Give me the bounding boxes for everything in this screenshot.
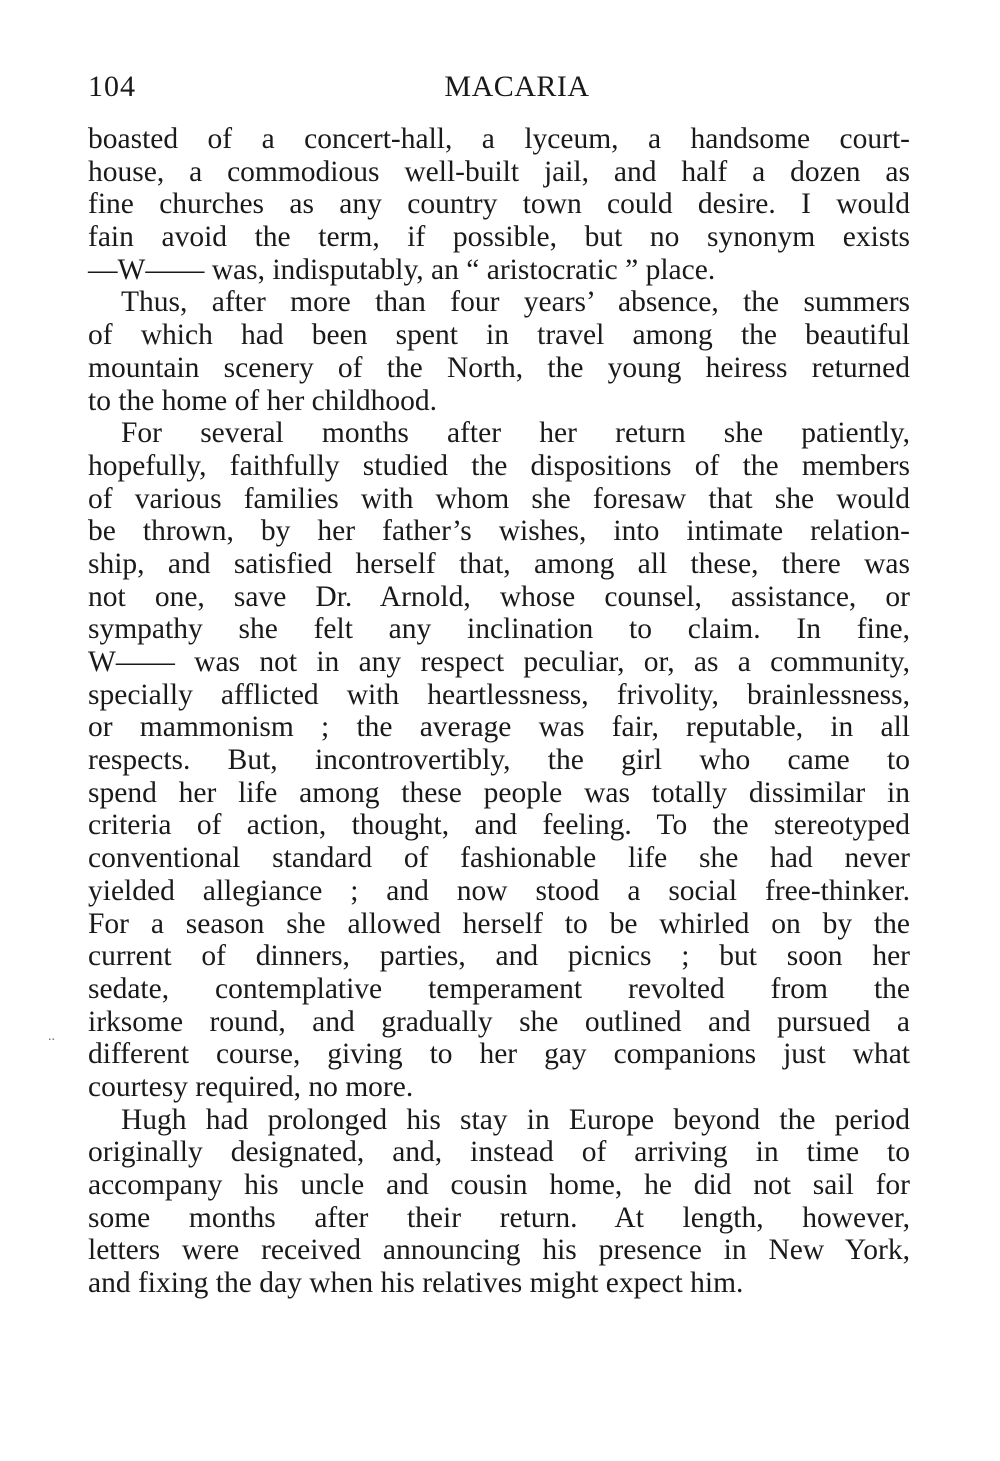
text-line: For several months after her return she patiently, — [121, 417, 910, 450]
text-line: current of dinners, parties, and picnics ; but soon her — [88, 940, 910, 973]
page-number: 104 — [88, 70, 136, 103]
text-line: be thrown, by her father’s wishes, into intimate relation- — [88, 515, 910, 548]
text-line: of which had been spent in travel among the beautiful — [88, 319, 910, 352]
text-line: different course, giving to her gay companions just what — [88, 1038, 910, 1071]
text-line: originally designated, and, instead of arriving in time to — [88, 1136, 910, 1169]
text-line: respects. But, incontrovertibly, the girl who came to — [88, 744, 910, 777]
paragraph — [88, 1104, 910, 1300]
text-line: fain avoid the term, if possible, but no synonym exists — [88, 221, 910, 254]
text-line: Hugh had prolonged his stay in Europe beyond the period — [121, 1103, 910, 1136]
text-line: criteria of action, thought, and feeling. To the stereotyped — [88, 809, 910, 842]
running-title: MACARIA — [444, 70, 590, 103]
text-line: house, a commodious well-built jail, and half a dozen as — [88, 155, 910, 188]
text-line: W—— was not in any respect peculiar, or, as a community, — [88, 646, 910, 678]
text-line: fine churches as any country town could desire. I would — [88, 188, 910, 221]
text-line: ship, and satisfied herself that, among all these, there was — [88, 547, 910, 580]
paragraph — [88, 286, 910, 417]
text-line: yielded allegiance ; and now stood a social free-thinker. — [88, 874, 910, 907]
text-line: of various families with whom she foresaw that she would — [88, 482, 910, 515]
text-line: irksome round, and gradually she outlined and pursued a — [88, 1005, 910, 1038]
text-line: boasted of a concert-hall, a lyceum, a handsome court- — [88, 123, 910, 155]
text-line: courtesy required, no more. — [88, 1070, 414, 1103]
text-line: —W—— was, indisputably, an “ aristocratic ” place. — [88, 253, 716, 286]
paragraph — [88, 123, 910, 286]
text-line: conventional standard of fashionable life she had never — [88, 842, 910, 875]
paragraph — [88, 417, 910, 1103]
text-line: to the home of her childhood. — [88, 384, 438, 417]
text-line: hopefully, faithfully studied the dispositions of the members — [88, 449, 910, 482]
body-text — [88, 123, 910, 1300]
text-line: letters were received announcing his presence in New York, — [88, 1234, 910, 1267]
text-line: spend her life among these people was totally dissimilar in — [88, 776, 910, 809]
running-head — [88, 70, 910, 110]
text-line: or mammonism ; the average was fair, reputable, in all — [88, 711, 910, 744]
text-line: some months after their return. At length, however, — [88, 1201, 910, 1234]
text-line: and fixing the day when his relatives might expect him. — [88, 1267, 744, 1300]
margin-mark: .. — [48, 1029, 55, 1044]
text-line: Thus, after more than four years’ absence, the summers — [121, 286, 910, 319]
text-line: not one, save Dr. Arnold, whose counsel, assistance, or — [88, 580, 910, 613]
text-line: mountain scenery of the North, the young heiress returned — [88, 351, 910, 384]
text-line: accompany his uncle and cousin home, he did not sail for — [88, 1169, 910, 1201]
text-line: specially afflicted with heartlessness, frivolity, brainlessness, — [88, 678, 910, 711]
text-line: sympathy she felt any inclination to claim. In fine, — [88, 613, 910, 646]
text-line: sedate, contemplative temperament revolted from the — [88, 972, 910, 1005]
text-line: For a season she allowed herself to be whirled on by the — [88, 907, 910, 940]
